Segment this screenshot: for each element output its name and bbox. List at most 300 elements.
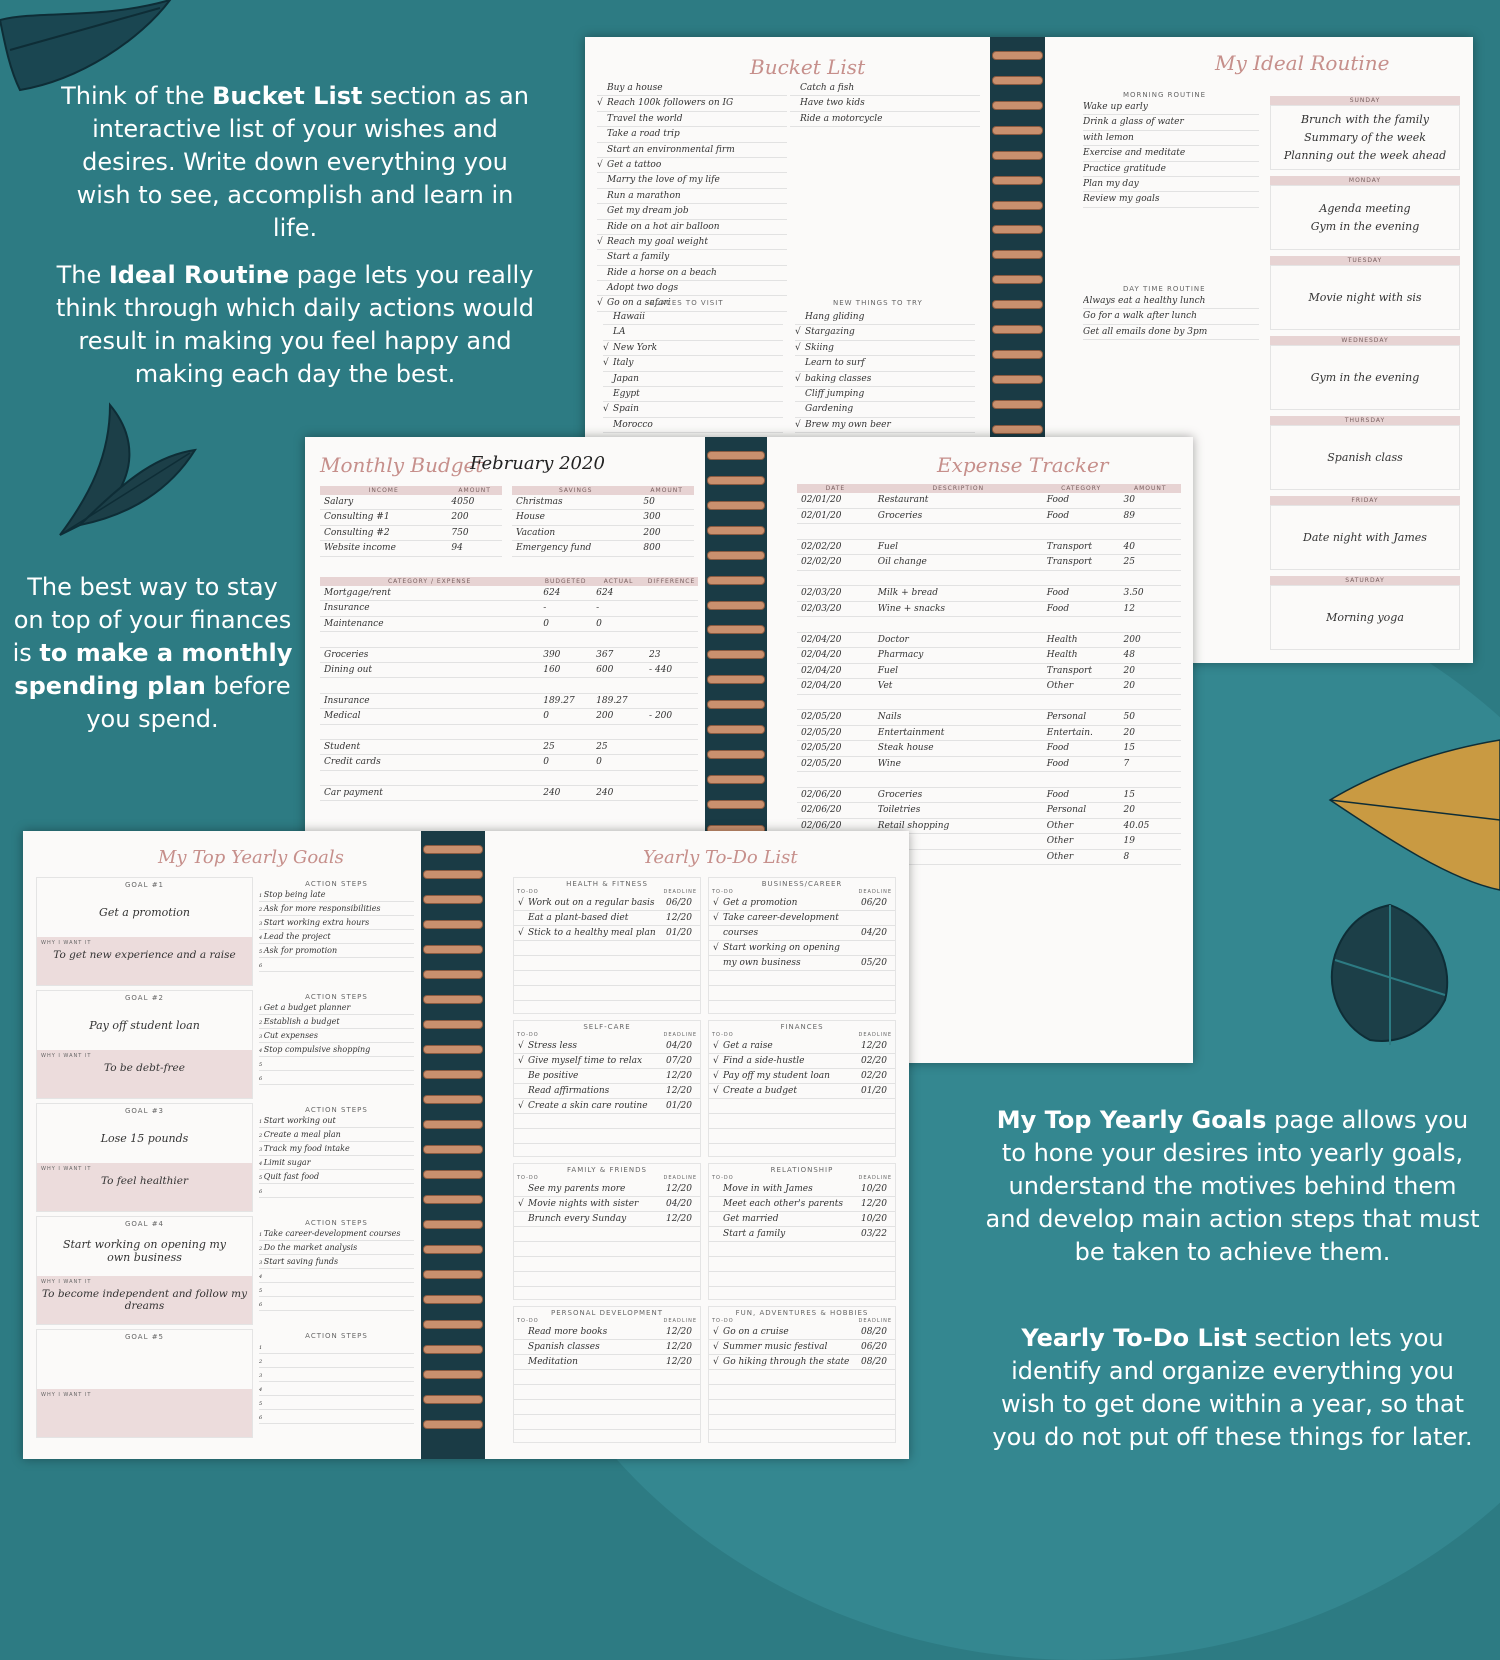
todo-deadline: 07/20 <box>666 1056 692 1066</box>
why-box <box>37 1050 252 1098</box>
coil-ring <box>707 675 765 684</box>
why-label: WHY I WANT IT <box>41 940 92 946</box>
todo-row <box>709 956 895 971</box>
checkmark[interactable] <box>713 1227 723 1241</box>
checkmark[interactable]: √ <box>713 1041 719 1051</box>
checkmark[interactable]: √ <box>713 1357 719 1367</box>
table-row <box>797 726 1181 742</box>
table-cell: 800 <box>643 543 661 554</box>
coil-ring <box>992 325 1043 334</box>
todo-item-text: Start working on opening <box>723 943 840 953</box>
todo-item-text: courses <box>723 928 759 938</box>
action-step-number: 5 <box>259 949 264 955</box>
todo-section-subheader <box>514 1031 700 1039</box>
checklist-item-text: Marry the love of my life <box>607 175 720 186</box>
action-step-text: Create a meal plan <box>263 1130 341 1139</box>
todo-section-title: RELATIONSHIP <box>770 1166 834 1174</box>
coil-ring <box>423 1245 483 1254</box>
checklist-item-text: Egypt <box>613 388 640 399</box>
table-cell: Other <box>1046 681 1074 691</box>
why-label: WHY I WANT IT <box>41 1392 92 1398</box>
todo-row <box>514 1099 700 1114</box>
todo-deadline: 03/22 <box>861 1229 887 1239</box>
checkmark[interactable]: √ <box>518 1056 524 1066</box>
table-header-cell: SAVINGS <box>558 487 593 494</box>
morning-routine-list <box>1083 100 1259 208</box>
table-cell: Food <box>1046 495 1070 505</box>
table-cell: Student <box>324 741 361 752</box>
action-steps <box>259 877 414 972</box>
checkmark[interactable]: √ <box>518 928 524 938</box>
checklist-row <box>795 310 975 325</box>
table-header-cell: DIFFERENCE <box>647 578 696 585</box>
routine-day-label: THURSDAY <box>1270 416 1460 425</box>
goal-card <box>36 1103 253 1212</box>
table-cell: 200 <box>596 711 614 722</box>
table-cell <box>874 617 1043 632</box>
action-step-number: 3 <box>259 1147 264 1153</box>
coil-ring <box>423 1070 483 1079</box>
checkmark[interactable]: √ <box>713 1327 719 1337</box>
table-cell: Food <box>1046 789 1070 800</box>
table-cell <box>592 632 645 646</box>
table-header-cell: DATE <box>825 485 846 492</box>
todo-item-text: Spanish classes <box>528 1342 600 1352</box>
checklist-item-text: Get my dream job <box>607 206 689 217</box>
todo-deadline: 12/20 <box>666 1184 692 1194</box>
table-row <box>320 771 698 786</box>
todo-item-text: Be positive <box>528 1071 579 1081</box>
todo-item-text: Give myself time to relax <box>528 1056 643 1066</box>
table-row <box>320 541 502 556</box>
table-cell: Vet <box>877 681 893 691</box>
checkmark[interactable] <box>713 1197 723 1211</box>
action-step-number: 2 <box>259 1133 264 1139</box>
todo-label: TO-DO <box>712 889 734 895</box>
table-header <box>320 577 698 586</box>
table-cell: 240 <box>596 788 614 799</box>
table-cell: 367 <box>596 649 614 660</box>
table-cell <box>320 725 539 739</box>
action-steps-label: ACTION STEPS <box>305 993 368 1001</box>
todo-item-text: Get married <box>723 1214 779 1224</box>
coil-ring <box>423 1270 483 1279</box>
table-cell: Steak house <box>877 743 934 753</box>
todo-item-text: Summer music festival <box>723 1342 828 1352</box>
checkmark[interactable]: √ <box>795 342 801 353</box>
coil-ring <box>707 576 765 585</box>
goal-text: Pay off student loan <box>89 1018 200 1032</box>
checklist-item-text: Catch a fish <box>800 83 855 93</box>
action-step-row <box>259 1354 414 1368</box>
table-cell: 4050 <box>451 497 475 507</box>
coil-ring <box>423 1320 483 1329</box>
goal-block <box>36 990 418 1103</box>
action-step-row <box>259 1029 414 1043</box>
checklist-row <box>790 112 980 127</box>
checklist-item-text: Reach 100k followers on IG <box>607 98 734 109</box>
budget-month: February 2020 <box>470 453 605 474</box>
checklist-row <box>597 112 787 127</box>
table-cell: Salary <box>324 497 354 507</box>
checkmark[interactable] <box>713 1212 723 1226</box>
table-row <box>320 495 502 510</box>
action-step-number: 4 <box>259 1274 263 1280</box>
table-cell <box>1043 571 1120 586</box>
action-step-row <box>259 1283 414 1297</box>
table-cell: - 200 <box>649 711 673 722</box>
checkmark[interactable]: √ <box>713 1071 719 1081</box>
table-cell <box>592 678 645 692</box>
todo-row <box>514 1197 700 1212</box>
new-things-list <box>795 310 975 433</box>
checkmark[interactable]: √ <box>795 419 801 430</box>
table-cell: 02/06/20 <box>801 820 842 831</box>
table-cell: 19 <box>1123 836 1135 846</box>
table-cell: Health <box>1046 634 1078 645</box>
checkmark[interactable]: √ <box>518 1199 524 1209</box>
table-cell: Insurance <box>324 695 370 706</box>
checkmark[interactable] <box>518 1355 528 1369</box>
coil-ring <box>992 51 1043 60</box>
table-cell <box>645 786 698 800</box>
action-step-number: 4 <box>259 1387 263 1393</box>
checklist-row <box>795 356 975 371</box>
todo-row <box>514 986 700 1001</box>
checklist-row <box>795 418 975 433</box>
action-step-row <box>259 888 414 902</box>
table-cell: Insurance <box>324 603 370 614</box>
table-row <box>320 694 698 709</box>
routine-day-text: Movie night with sis <box>1308 290 1422 304</box>
routine-day-body <box>1270 505 1460 570</box>
why-label: WHY I WANT IT <box>41 1053 92 1059</box>
table-cell: 624 <box>596 588 614 598</box>
savings-table <box>512 486 694 557</box>
todo-row <box>514 1355 700 1370</box>
checklist-row <box>795 325 975 340</box>
routine-item: Wake up early <box>1083 100 1259 115</box>
coil-ring <box>423 1295 483 1304</box>
table-cell: Milk + bread <box>877 588 939 598</box>
table-header-cell: CATEGORY / EXPENSE <box>387 578 472 585</box>
todo-row <box>709 1272 895 1287</box>
table-cell: Entertainment <box>877 727 945 738</box>
table-cell <box>320 678 539 692</box>
todo-item-text: Create a skin care routine <box>528 1101 648 1111</box>
yearly-goals-page <box>23 831 421 1459</box>
places-to-visit-label: PLACES TO VISIT <box>650 299 724 307</box>
checklist-item-text: Get a tattoo <box>607 159 662 170</box>
checkmark[interactable]: √ <box>713 943 719 953</box>
todo-item-text: Stick to a healthy meal plan <box>528 928 656 938</box>
table-cell: Consulting #1 <box>324 512 390 523</box>
checklist-item-text: baking classes <box>805 373 872 384</box>
checkmark[interactable]: √ <box>713 898 719 908</box>
coil-ring <box>992 201 1043 210</box>
todo-label: TO-DO <box>712 1032 734 1038</box>
action-step-text: Ask for more responsibilities <box>263 904 381 913</box>
table-row <box>797 493 1181 509</box>
checkmark[interactable] <box>518 1325 528 1339</box>
table-cell <box>1120 772 1181 787</box>
coil-ring <box>707 650 765 659</box>
why-box <box>37 937 252 985</box>
table-header-cell: AMOUNT <box>1133 485 1167 492</box>
table-cell: 23 <box>649 649 661 660</box>
goals-list <box>36 877 418 1442</box>
todo-deadline: 12/20 <box>666 1327 692 1337</box>
table-cell <box>797 695 874 710</box>
routine-day-block <box>1270 96 1460 176</box>
todo-deadline <box>861 911 895 925</box>
table-cell <box>645 725 698 739</box>
table-cell: Personal <box>1046 712 1087 722</box>
checkmark[interactable]: √ <box>713 1342 719 1352</box>
action-step-number: 3 <box>259 1260 264 1266</box>
table-header-cell: ACTUAL <box>603 578 634 585</box>
checkmark[interactable] <box>518 1084 528 1098</box>
checkmark[interactable]: √ <box>603 404 609 415</box>
deadline-label: DEADLINE <box>663 889 697 895</box>
table-row <box>320 648 698 663</box>
table-cell: Credit cards <box>324 757 381 768</box>
action-step-number: 6 <box>259 1415 263 1421</box>
routine-day-label: TUESDAY <box>1270 256 1460 265</box>
todo-deadline: 06/20 <box>666 898 692 908</box>
todo-row <box>514 1182 700 1197</box>
routine-day-label: SATURDAY <box>1270 576 1460 585</box>
action-step-text: Take career-development courses <box>263 1229 401 1238</box>
table-cell: 0 <box>543 757 549 768</box>
action-step-row <box>259 1184 414 1198</box>
table-cell: 02/03/20 <box>801 588 842 598</box>
table-cell <box>645 601 698 615</box>
checklist-row <box>603 341 783 356</box>
checkmark[interactable] <box>518 1182 528 1196</box>
bucket-list-col2 <box>790 81 980 127</box>
checklist-item-text: Reach my goal weight <box>607 236 709 247</box>
checklist-row <box>603 387 783 402</box>
action-step-row <box>259 930 414 944</box>
todo-deadline: 10/20 <box>861 1214 887 1224</box>
checklist-item-text: Hawaii <box>613 312 646 322</box>
checklist-item-text: Ride on a hot air balloon <box>607 221 720 232</box>
routine-day-body <box>1270 425 1460 490</box>
goal-card <box>36 990 253 1099</box>
finance-caption: The best way to stay on top of your finances is to make a monthly spending plan before you spend. <box>12 573 293 733</box>
table-cell: 89 <box>1123 510 1135 521</box>
why-box <box>37 1163 252 1211</box>
checkmark[interactable]: √ <box>603 358 609 369</box>
why-text: To become independent and follow my dreams <box>41 1288 248 1312</box>
action-step-row <box>259 1340 414 1354</box>
todo-section <box>708 1306 896 1443</box>
coil-ring <box>707 700 765 709</box>
checklist-item-text: Take a road trip <box>607 129 680 140</box>
todo-row <box>709 1385 895 1400</box>
todo-section <box>513 1020 701 1157</box>
todo-deadline: 06/20 <box>861 1342 887 1352</box>
checkmark[interactable] <box>518 1212 528 1226</box>
action-step-row <box>259 1241 414 1255</box>
yearly-goals-title: My Top Yearly Goals <box>158 847 344 868</box>
checkmark[interactable]: √ <box>713 913 719 923</box>
todo-row <box>709 941 895 956</box>
action-step-number: 4 <box>259 1048 264 1054</box>
table-cell: Doctor <box>877 634 909 645</box>
action-step-text: Quit fast food <box>263 1172 320 1181</box>
coil-ring <box>423 1095 483 1104</box>
table-cell: 8 <box>1123 851 1130 862</box>
table-cell: Consulting #2 <box>324 527 390 538</box>
coil-ring <box>707 725 765 734</box>
table-row <box>512 541 694 556</box>
table-cell <box>797 524 874 539</box>
checkmark[interactable]: √ <box>597 298 603 309</box>
table-cell: 7 <box>1123 758 1130 769</box>
coil-ring <box>992 300 1043 309</box>
table-row <box>512 526 694 541</box>
todo-item-text: Read affirmations <box>528 1086 610 1096</box>
goal-label: GOAL #1 <box>124 881 165 889</box>
todo-row <box>514 971 700 986</box>
todo-row <box>709 1212 895 1227</box>
checkmark[interactable]: √ <box>518 1101 524 1111</box>
table-cell: 0 <box>543 618 549 629</box>
checkmark[interactable]: √ <box>597 98 603 109</box>
checkmark[interactable] <box>713 926 723 940</box>
deadline-label: DEADLINE <box>663 1318 697 1324</box>
routine-item: Practice gratitude <box>1083 162 1259 177</box>
todo-deadline: 01/20 <box>666 928 692 938</box>
checklist-row <box>597 281 787 296</box>
checkmark[interactable]: √ <box>518 1041 524 1051</box>
checkmark[interactable] <box>518 1069 528 1083</box>
table-cell: - <box>596 603 600 614</box>
todo-row <box>514 1415 700 1430</box>
checkmark[interactable] <box>713 1182 723 1196</box>
table-cell: 240 <box>543 788 561 799</box>
checkmark[interactable] <box>518 1340 528 1354</box>
checkmark[interactable]: √ <box>597 236 603 247</box>
coil-ring <box>992 250 1043 259</box>
table-cell: Food <box>1046 510 1070 521</box>
todo-row <box>709 1355 895 1370</box>
table-cell <box>1043 772 1120 787</box>
action-steps <box>259 1216 414 1311</box>
yearly-todo-page <box>485 831 909 1459</box>
todo-item-text: Go on a cruise <box>723 1327 789 1337</box>
action-steps <box>259 1103 414 1198</box>
deadline-label: DEADLINE <box>858 1175 892 1181</box>
table-cell: Transport <box>1046 665 1092 676</box>
spiral-binding <box>421 831 485 1459</box>
action-steps <box>259 990 414 1085</box>
action-steps-label: ACTION STEPS <box>305 880 368 888</box>
todo-deadline: 12/20 <box>666 1214 692 1224</box>
checkmark[interactable]: √ <box>603 342 609 353</box>
table-cell: Entertain. <box>1046 727 1093 738</box>
action-steps-label: ACTION STEPS <box>305 1106 368 1114</box>
table-cell: 02/04/20 <box>801 634 842 645</box>
table-cell: Health <box>1046 650 1078 660</box>
table-cell: Vacation <box>516 527 556 538</box>
routine-day-block <box>1270 496 1460 576</box>
action-steps <box>259 1329 414 1424</box>
routine-day-text: Brunch with the family <box>1300 112 1429 126</box>
table-cell: 02/04/20 <box>801 681 842 691</box>
table-cell <box>539 678 592 692</box>
table-row <box>320 510 502 525</box>
table-cell: 02/05/20 <box>801 743 842 753</box>
todo-row <box>514 956 700 971</box>
table-cell: Maintenance <box>324 618 384 629</box>
action-step-number: 6 <box>259 963 263 969</box>
checkmark[interactable]: √ <box>713 1056 719 1066</box>
monthly-budget-title: Monthly Budget <box>320 453 484 477</box>
action-step-row <box>259 1396 414 1410</box>
todo-deadline: 02/20 <box>861 1056 887 1066</box>
todo-row <box>514 926 700 941</box>
yearly-goals-caption: My Top Yearly Goals page allows you to hone your desires into yearly goals, understand the motives behind them and develop main action steps that must be taken to achieve them. <box>985 1106 1480 1266</box>
action-step-text: Start saving funds <box>263 1257 339 1266</box>
goal-label: GOAL #4 <box>124 1220 165 1228</box>
checklist-row <box>795 402 975 417</box>
checkmark[interactable] <box>518 911 528 925</box>
todo-item-text: Work out on a regular basis <box>528 898 655 908</box>
table-row <box>320 709 698 724</box>
table-cell: 02/02/20 <box>801 541 842 552</box>
todo-row <box>709 1039 895 1054</box>
todo-section-title: SELF-CARE <box>583 1023 631 1031</box>
checkmark[interactable]: √ <box>518 898 524 908</box>
action-step-text: Get a budget planner <box>263 1003 351 1012</box>
table-cell <box>874 571 1043 586</box>
ideal-routine-caption: The Ideal Routine page lets you really think through which daily actions would result in making you feel happy and making each day the best. <box>55 261 535 388</box>
checkmark[interactable] <box>713 956 723 970</box>
table-row <box>320 526 502 541</box>
table-cell: Retail shopping <box>877 820 950 831</box>
table-row <box>320 586 698 601</box>
action-step-row <box>259 916 414 930</box>
coil-ring <box>423 995 483 1004</box>
coil-ring <box>707 501 765 510</box>
action-step-text: Establish a budget <box>263 1017 340 1026</box>
todo-row <box>514 1400 700 1415</box>
checkmark[interactable]: √ <box>713 1086 719 1096</box>
checkmark[interactable]: √ <box>795 327 801 338</box>
table-row <box>797 602 1181 618</box>
action-step-row <box>259 958 414 972</box>
action-step-number: 5 <box>259 1288 263 1294</box>
table-row <box>320 725 698 740</box>
checklist-item-text: New York <box>613 342 658 353</box>
action-step-row <box>259 902 414 916</box>
table-cell: 20 <box>1123 665 1135 676</box>
checkmark[interactable]: √ <box>597 159 603 170</box>
checkmark[interactable]: √ <box>795 373 801 384</box>
action-step-text: Track my food intake <box>263 1144 350 1153</box>
action-step-number: 2 <box>259 1359 263 1365</box>
checklist-item-text: Japan <box>613 373 639 384</box>
action-step-number: 5 <box>259 1175 264 1181</box>
action-step-row <box>259 1368 414 1382</box>
table-cell: Wine <box>877 758 901 769</box>
table-row <box>797 540 1181 556</box>
routine-day-text: Summary of the week <box>1304 130 1426 144</box>
coil-ring <box>423 1020 483 1029</box>
